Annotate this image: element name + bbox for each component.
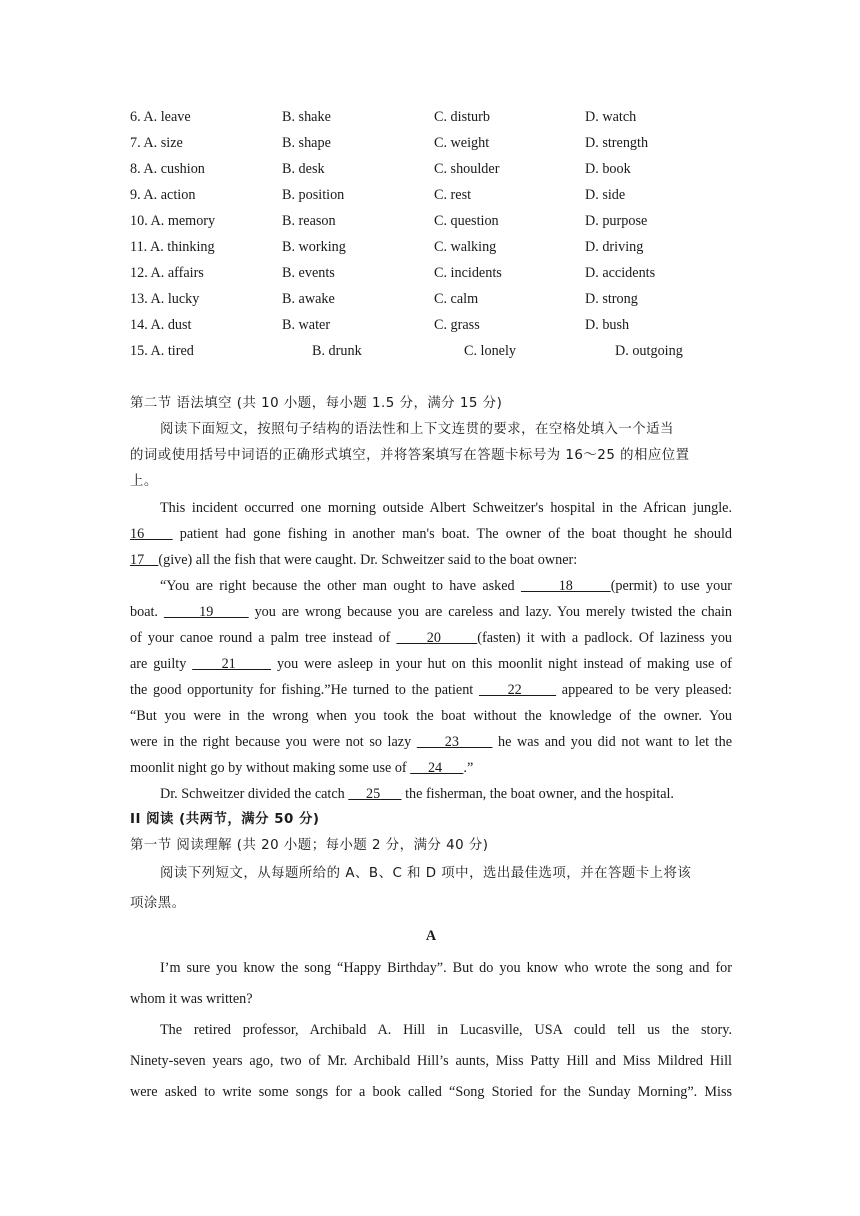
option-num: 14. A. dust [130, 317, 192, 333]
passage-line: were asked to write some songs for a book called “Song Storied for the Sunday Morning”. Miss [130, 1084, 732, 1100]
cloze-line [130, 573, 732, 599]
cloze-line [130, 755, 732, 781]
option-b: B. events [282, 265, 335, 281]
cloze-text: “You are right because the other man ought to have asked [160, 578, 521, 594]
cloze-text: (permit) to use your [610, 578, 733, 594]
option-b: B. awake [282, 291, 335, 307]
passage-a [130, 953, 732, 1108]
cloze-text: moonlit night go by without making some use of [130, 760, 411, 776]
option-d: D. strong [585, 291, 638, 307]
option-num: 13. A. lucky [130, 291, 200, 307]
option-d: D. watch [585, 109, 637, 125]
option-c: C. weight [434, 135, 490, 151]
option-b: B. water [282, 317, 331, 333]
section2-instruction-1: 阅读下面短文，按照句子结构的语法性和上下文连贯的要求，在空格处填入一个适当 [160, 422, 674, 437]
cloze-text: patient had gone fishing in another man's boat. The owner of the boat thought he should [172, 526, 732, 542]
section2-instruction-3: 上。 [130, 474, 158, 489]
option-num: 11. A. thinking [130, 239, 215, 255]
option-d: D. accidents [585, 265, 656, 281]
section2-heading: 第二节 语法填空 (共 10 小题，每小题 1.5 分，满分 15 分) [130, 396, 503, 411]
cloze-text: the good opportunity for fishing.”He turned to the patient [130, 682, 479, 698]
option-d: D. book [585, 161, 631, 177]
option-b: B. position [282, 187, 345, 203]
passage-line: The retired professor, Archibald A. Hill in Lucasville, USA could tell us the story. [160, 1022, 732, 1038]
cloze-text: Dr. Schweitzer divided the catch [160, 786, 349, 802]
option-c: C. shoulder [434, 161, 500, 177]
option-num: 7. A. size [130, 135, 183, 151]
cloze-text: are guilty [130, 656, 193, 672]
option-d: D. side [585, 187, 626, 203]
reading-instruction-2: 项涂黑。 [130, 896, 186, 911]
option-b: B. reason [282, 213, 336, 229]
cloze-line [130, 521, 732, 547]
section-body [130, 391, 732, 1108]
cloze-line [130, 625, 732, 651]
option-c: C. calm [434, 291, 479, 307]
cloze-text: the fisherman, the boat owner, and the hospital. [401, 786, 674, 802]
option-d: D. outgoing [615, 343, 683, 359]
option-d: D. purpose [585, 213, 648, 229]
cloze-text: .” [463, 760, 474, 776]
cloze-text: he was and you did not want to let the [492, 734, 732, 750]
passage-line: I’m sure you know the song “Happy Birthday”. But do you know who wrote the song and for [160, 960, 732, 976]
cloze-text: you are wrong because you are careless and lazy. You merely twisted the chain [248, 604, 732, 620]
cloze-line: This incident occurred one morning outside Albert Schweitzer's hospital in the African jungle. [160, 500, 732, 516]
blank-22: 22 [478, 682, 557, 698]
option-d: D. strength [585, 135, 649, 151]
section2-instruction-2: 的词或使用括号中词语的正确形式填空，并将答案填写在答题卡标号为 16～25 的相应位置 [130, 448, 690, 463]
cloze-text: (give) all the fish that were caught. Dr. Schweitzer said to the boat owner: [158, 552, 578, 568]
part2-heading: II 阅读 (共两节，满分 50 分) [130, 812, 320, 827]
option-b: B. desk [282, 161, 325, 177]
option-num: 6. A. leave [130, 109, 191, 125]
option-num: 12. A. affairs [130, 265, 204, 281]
option-c: C. question [434, 213, 499, 229]
blank-17: 17 [130, 552, 159, 568]
blank-23: 23 [416, 734, 493, 750]
cloze-line [130, 651, 732, 677]
option-c: C. grass [434, 317, 480, 333]
option-c: C. lonely [464, 343, 517, 359]
option-num: 10. A. memory [130, 213, 216, 229]
passage-line: whom it was written? [130, 991, 253, 1007]
blank-24: 24 [410, 760, 464, 776]
option-num: 8. A. cushion [130, 161, 205, 177]
cloze-line [130, 599, 732, 625]
option-c: C. disturb [434, 109, 490, 125]
blank-20: 20 [396, 630, 478, 646]
blank-19: 19 [163, 604, 249, 620]
cloze-line [130, 677, 732, 703]
option-b: B. working [282, 239, 346, 255]
passage-label: A [425, 928, 437, 944]
option-c: C. walking [434, 239, 497, 255]
option-b: B. shape [282, 135, 331, 151]
passage-line: Ninety-seven years ago, two of Mr. Archibald Hill’s aunts, Miss Patty Hill and Miss Mildred Hill [130, 1053, 732, 1069]
blank-18: 18 [520, 578, 611, 594]
cloze-line [130, 729, 732, 755]
reading-instruction-1: 阅读下列短文，从每题所给的 A、B、C 和 D 项中，选出最佳选项，并在答题卡上将该 [160, 866, 692, 881]
option-b: B. drunk [312, 343, 362, 359]
cloze-text: of your canoe round a palm tree instead of [130, 630, 397, 646]
option-c: C. rest [434, 187, 472, 203]
blank-25: 25 [348, 786, 402, 802]
cloze-text: were in the right because you were not so lazy [130, 734, 417, 750]
cloze-text: boat. [130, 604, 164, 620]
reading-section-heading: 第一节 阅读理解 (共 20 小题；每小题 2 分，满分 40 分) [130, 838, 489, 853]
cloze-text: (fasten) it with a padlock. Of laziness you [477, 630, 733, 646]
option-d: D. bush [585, 317, 630, 333]
option-num: 9. A. action [130, 187, 196, 203]
cloze-line [130, 547, 732, 573]
cloze-line: “But you were in the wrong when you took the boat without the knowledge of the owner. You [130, 708, 732, 724]
option-d: D. driving [585, 239, 644, 255]
option-b: B. shake [282, 109, 331, 125]
cloze-text: you were asleep in your hut on this moonlit night instead of making use of [271, 656, 733, 672]
option-c: C. incidents [434, 265, 502, 281]
cloze-line [130, 781, 732, 807]
blank-21: 21 [192, 656, 272, 672]
option-num: 15. A. tired [130, 343, 194, 359]
cloze-text: appeared to be very pleased: [556, 682, 732, 698]
blank-16: 16 [130, 526, 173, 542]
